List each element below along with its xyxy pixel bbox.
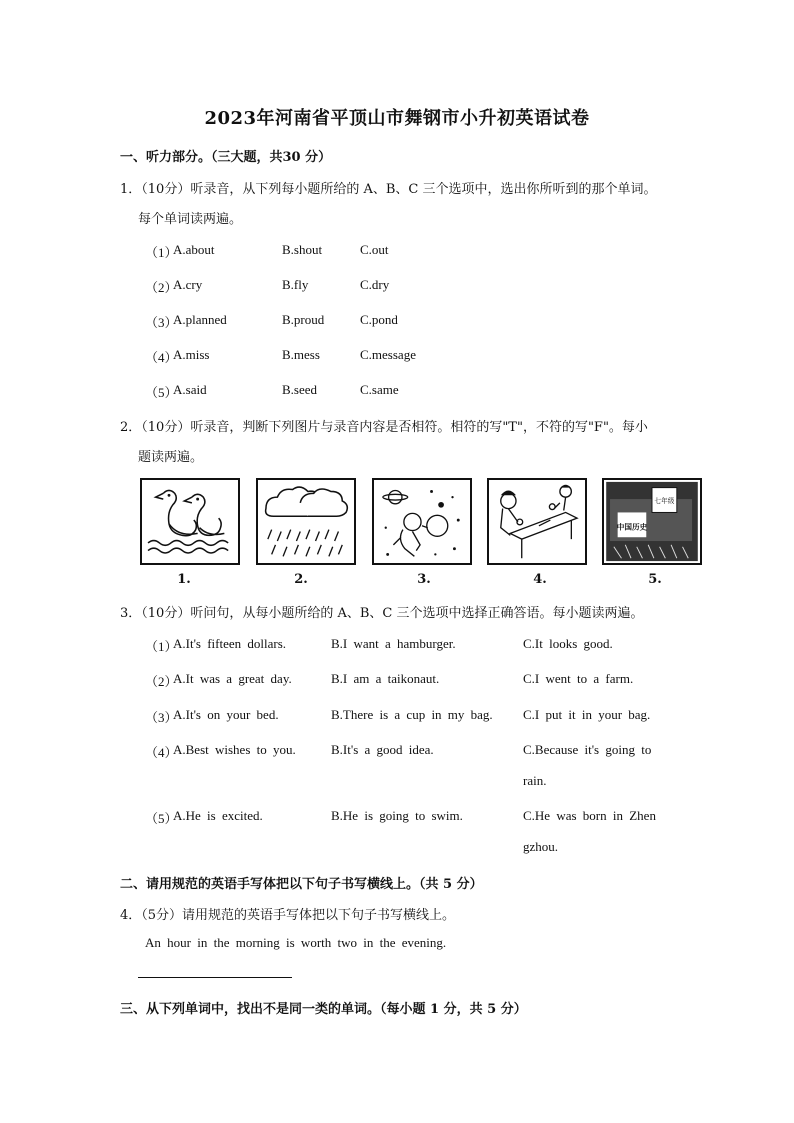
q1-option-a: A.cry (173, 277, 203, 292)
picture-number: 2. (294, 572, 308, 587)
q3-option-a: A.Best wishes to you. (173, 742, 296, 757)
q1-option-b: B.proud (282, 312, 325, 327)
question-3-instruction: 3．（10分）听问句，从每小题所给的 A、B、C 三个选项中选择正确答语。每小题读两遍。 (120, 606, 644, 621)
picture-number: 1. (177, 572, 191, 587)
q1-option-a: A.about (173, 242, 215, 257)
q3-option-c-cont: rain. (523, 773, 547, 788)
page-title: 2023年河南省平顶山市舞钢市小升初英语试卷 (204, 108, 590, 129)
q3-option-a: A.It was a great day. (173, 671, 292, 686)
q3-option-c: C.It looks good. (523, 636, 613, 651)
q1-option-b: B.shout (282, 242, 323, 257)
book-grade-tag: 七年级 (654, 496, 675, 505)
question-1-instruction: 1．（10分）听录音，从下列每小题所给的 A、B、C 三个选项中，选出你所听到的那个单词。 (120, 182, 657, 197)
section-heading-odd-one-out: 三、从下列单词中，找出不是同一类的单词。（每小题 1 分，共 5 分） (120, 1002, 527, 1017)
q3-item-number: （1） (145, 639, 178, 654)
q3-option-c: C.I put it in your bag. (523, 707, 651, 722)
rain-cloud-icon (258, 480, 354, 563)
q1-item-number: （3） (145, 315, 178, 330)
history-book-picture (602, 478, 702, 565)
section-heading-handwriting: 二、请用规范的英语手写体把以下句子书写横线上。（共 5 分） (120, 877, 483, 892)
q3-item-number: （3） (145, 710, 178, 725)
picture-number: 4. (533, 572, 547, 587)
table-tennis-picture (487, 478, 587, 565)
astronaut-icon (374, 480, 470, 563)
section-heading-listening: 一、听力部分。（三大题，共30 分） (120, 150, 332, 165)
ducks-picture (140, 478, 240, 565)
q1-option-c: C.out (360, 242, 389, 257)
q1-option-c: C.same (360, 382, 399, 397)
q3-item-number: （4） (145, 745, 178, 760)
book-cover-title: 中国历史 (616, 522, 648, 532)
q1-item-number: （4） (145, 350, 178, 365)
q1-option-b: B.fly (282, 277, 309, 292)
q1-option-b: B.seed (282, 382, 318, 397)
history-book-icon (604, 480, 700, 563)
q1-item-number: （1） (145, 245, 178, 260)
q1-option-c: C.dry (360, 277, 390, 292)
q1-option-b: B.mess (282, 347, 320, 362)
question-1-instruction-cont: 每个单词读两遍。 (138, 212, 243, 227)
picture-number: 5. (648, 572, 662, 587)
q3-option-b: B.He is going to swim. (331, 808, 463, 823)
q3-option-b: B.There is a cup in my bag. (331, 707, 493, 722)
q1-option-c: C.message (360, 347, 416, 362)
q1-option-a: A.said (173, 382, 207, 397)
q1-item-number: （2） (145, 280, 178, 295)
question-2-instruction: 2．（10分）听录音，判断下列图片与录音内容是否相符。相符的写"T"，不符的写"F"。每小 (120, 420, 648, 435)
q1-item-number: （5） (145, 385, 178, 400)
question-4-instruction: 4．（5分）请用规范的英语手写体把以下句子书写横线上。 (120, 908, 456, 923)
q3-option-c: C.He was born in Zhen (523, 808, 656, 823)
q3-option-a: A.It's on your bed. (173, 707, 279, 722)
picture-number: 3. (417, 572, 431, 587)
astronaut-picture (372, 478, 472, 565)
q3-option-a: A.It's fifteen dollars. (173, 636, 287, 651)
q3-item-number: （2） (145, 674, 178, 689)
answer-line[interactable] (138, 977, 292, 978)
q3-option-c-cont: gzhou. (523, 839, 559, 854)
rain-clouds-picture (256, 478, 356, 565)
q3-option-b: B.I want a hamburger. (331, 636, 456, 651)
table-tennis-icon (489, 480, 585, 563)
q3-option-b: B.It's a good idea. (331, 742, 434, 757)
q3-option-a: A.He is excited. (173, 808, 263, 823)
q3-option-c: C.I went to a farm. (523, 671, 634, 686)
q3-option-c: C.Because it's going to (523, 742, 652, 757)
q3-option-b: B.I am a taikonaut. (331, 671, 440, 686)
q3-item-number: （5） (145, 811, 178, 826)
q1-option-c: C.pond (360, 312, 398, 327)
q1-option-a: A.planned (173, 312, 227, 327)
question-4-sentence: An hour in the morning is worth two in the evening. (145, 935, 447, 950)
q1-option-a: A.miss (173, 347, 210, 362)
question-2-instruction-cont: 题读两遍。 (138, 450, 204, 465)
ducks-icon (142, 480, 238, 563)
